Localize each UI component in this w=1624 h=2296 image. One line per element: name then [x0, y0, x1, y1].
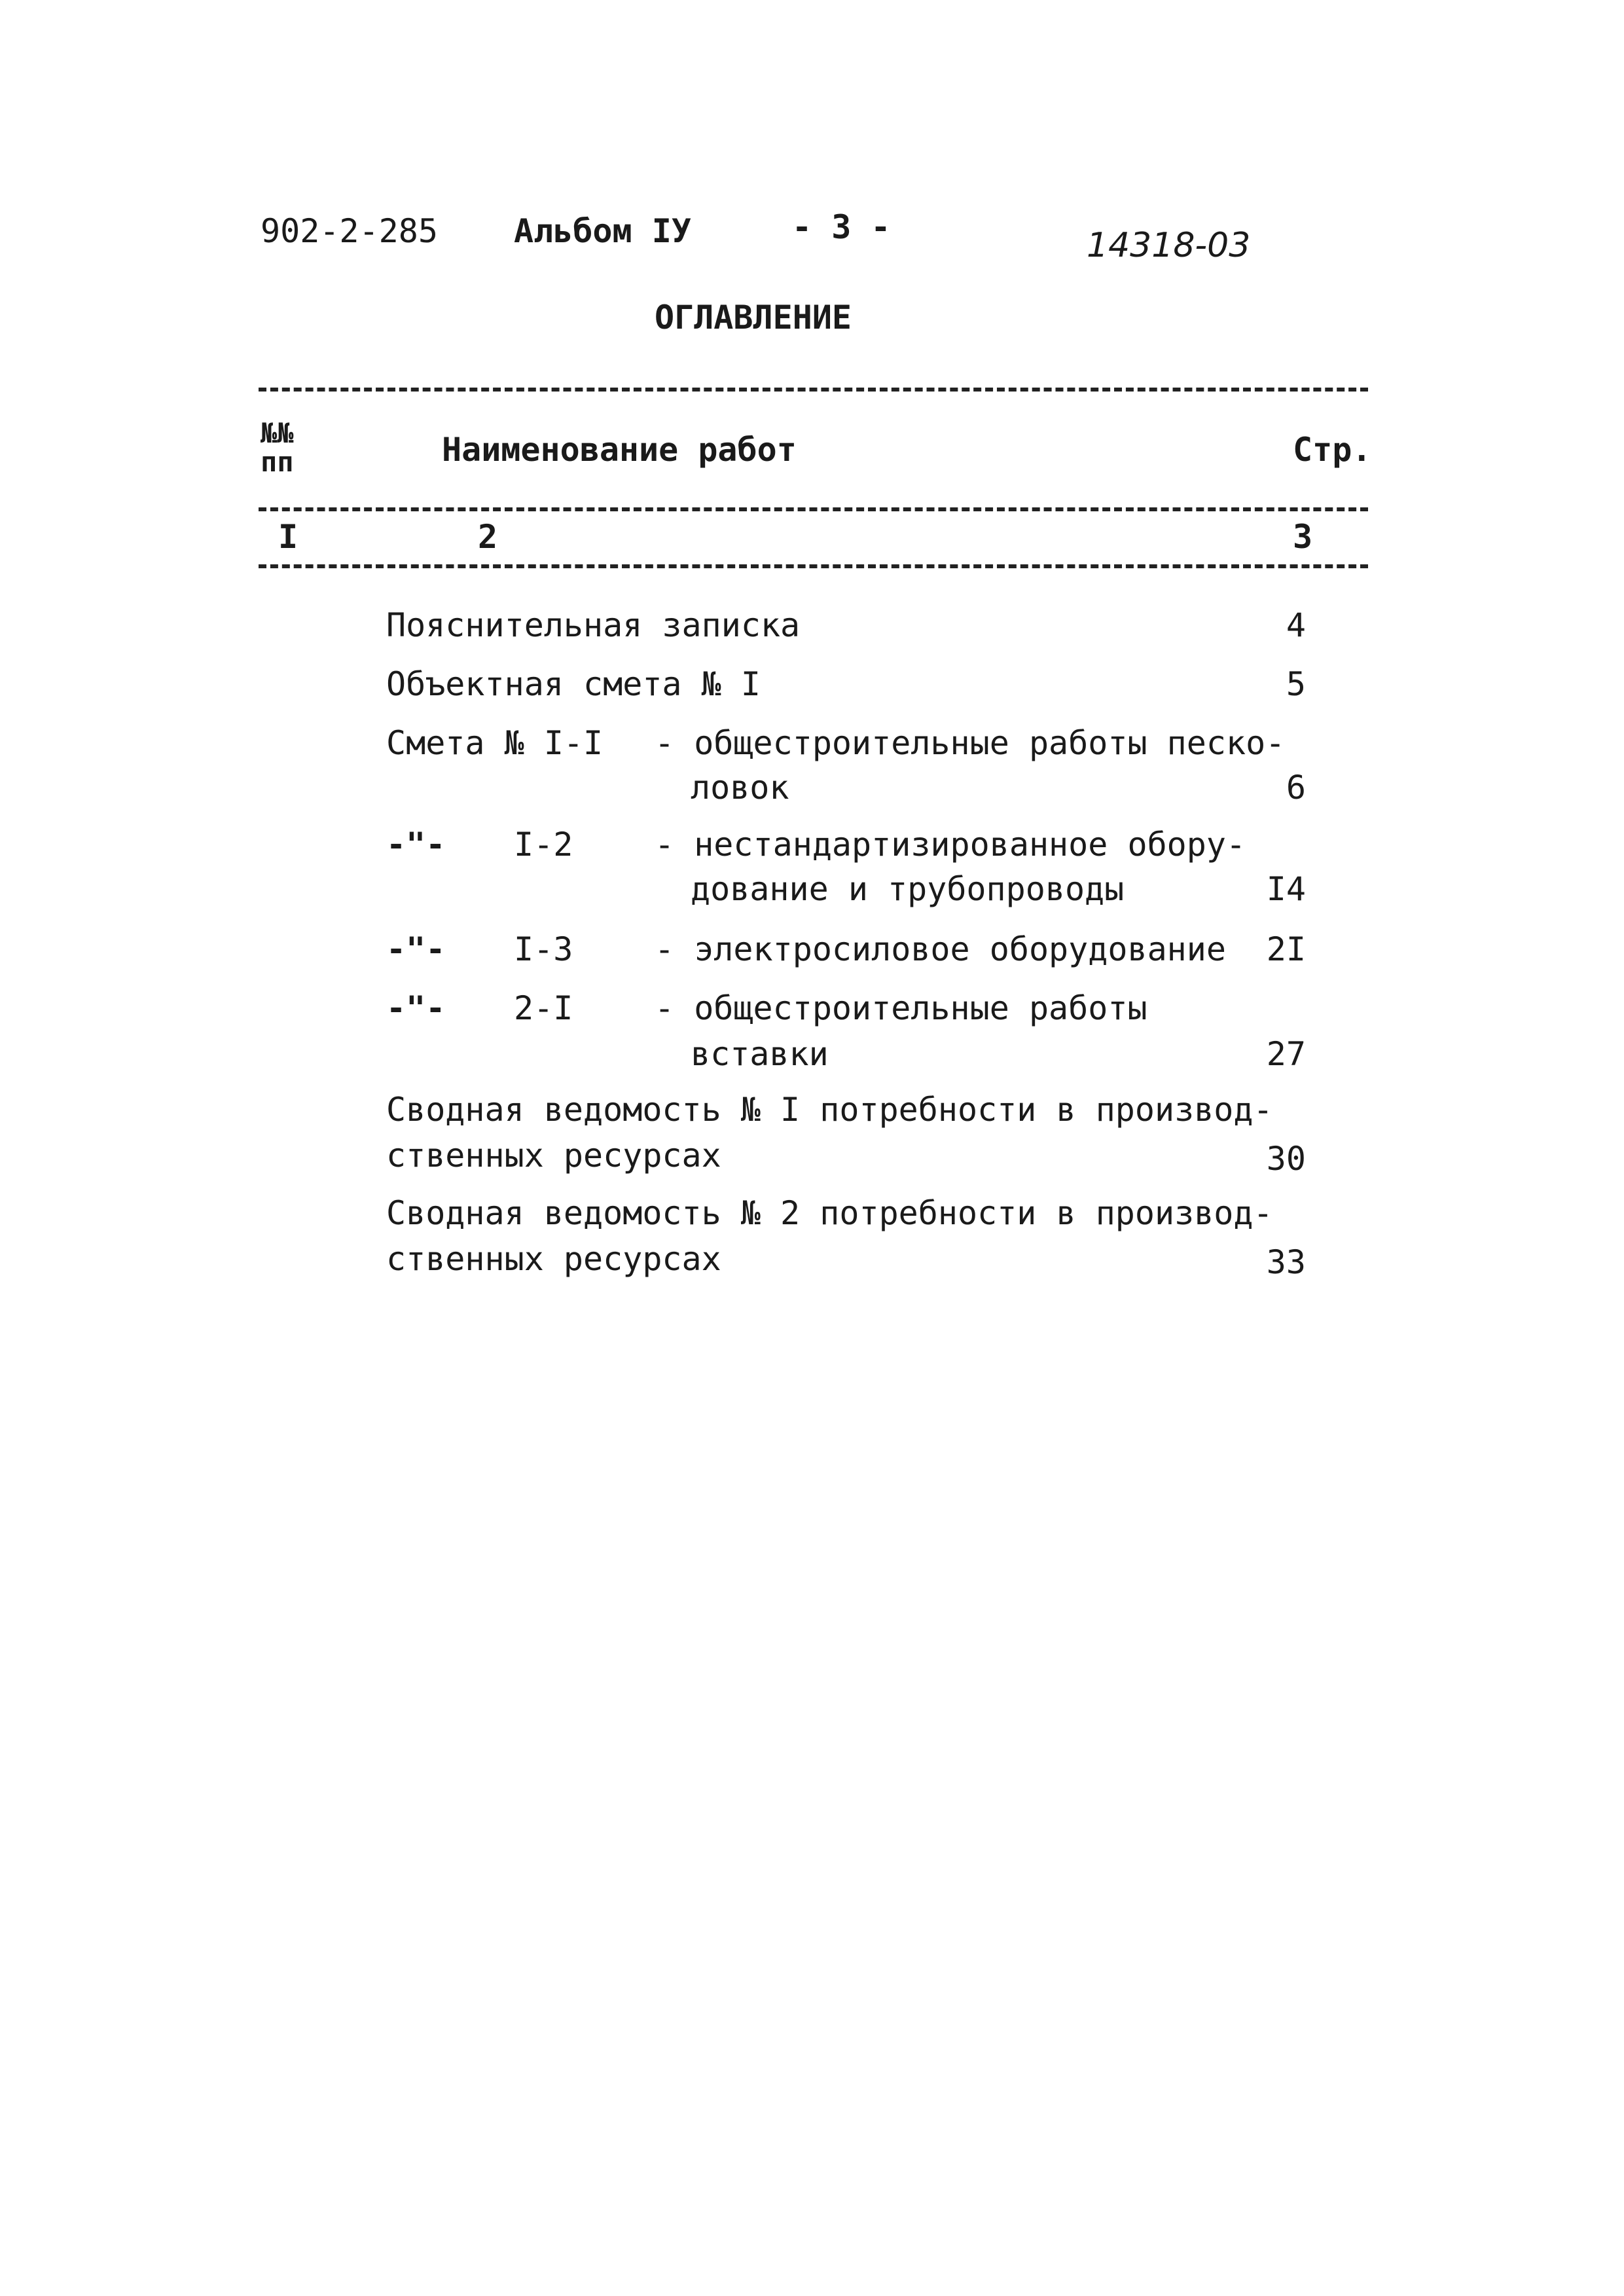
handwritten-code: 14318-03 — [1087, 226, 1251, 265]
toc-entry-prefix: -"- — [386, 989, 446, 1027]
toc-entry-desc: - общестроительные работы — [655, 989, 1147, 1027]
toc-entry-prefix: -"- — [386, 826, 446, 864]
toc-entry-page: 30 — [1266, 1140, 1306, 1178]
toc-entry-desc: - общестроительные работы песко- — [655, 724, 1286, 762]
toc-entry-page: 27 — [1266, 1035, 1306, 1073]
toc-entry-page: I4 — [1266, 870, 1306, 908]
toc-entry-title: Сводная ведомость № 2 потребности в производ- — [386, 1194, 1273, 1232]
page-number: - 3 - — [792, 208, 891, 246]
toc-entry-title: Пояснительная записка — [386, 606, 801, 644]
column-number-1: I — [278, 518, 298, 556]
divider-header — [259, 507, 1368, 511]
divider-top — [259, 388, 1368, 392]
toc-entry-page: 33 — [1266, 1243, 1306, 1281]
toc-entry-desc: вставки — [691, 1035, 829, 1073]
column-number-3: 3 — [1293, 518, 1313, 556]
album-label: Альбом IУ — [514, 212, 691, 250]
toc-entry-prefix: -"- — [386, 930, 446, 968]
toc-entry-desc: дование и трубопроводы — [691, 870, 1125, 908]
column-page-header: Стр. — [1293, 431, 1372, 469]
toc-entry-title: Объектная смета № I — [386, 665, 761, 703]
toc-entry-desc: - нестандартизированное обору- — [655, 826, 1246, 864]
toc-entry-prefix: Смета № I-I — [386, 724, 604, 762]
toc-entry-code: I-2 — [514, 826, 573, 864]
toc-entry-title: ственных ресурсах — [386, 1240, 721, 1278]
toc-entry-title: ственных ресурсах — [386, 1137, 721, 1175]
toc-entry-code: I-3 — [514, 930, 573, 968]
toc-entry-desc: ловок — [691, 769, 789, 807]
toc-entry-title: Сводная ведомость № I потребности в производ- — [386, 1091, 1273, 1129]
toc-entry-page: 4 — [1286, 606, 1306, 644]
doc-code: 902-2-285 — [261, 212, 438, 250]
column-num-header: №№ пп — [261, 417, 294, 479]
column-name-header: Наименование работ — [442, 431, 797, 469]
page-title: ОГЛАВЛЕНИЕ — [655, 299, 852, 337]
toc-entry-code: 2-I — [514, 989, 573, 1027]
toc-entry-page: 5 — [1286, 665, 1306, 703]
divider-columns — [259, 564, 1368, 568]
column-number-2: 2 — [478, 518, 498, 556]
toc-entry-page: 6 — [1286, 769, 1306, 807]
toc-entry-page: 2I — [1266, 930, 1306, 968]
toc-entry-desc: - электросиловое оборудование — [655, 930, 1226, 968]
